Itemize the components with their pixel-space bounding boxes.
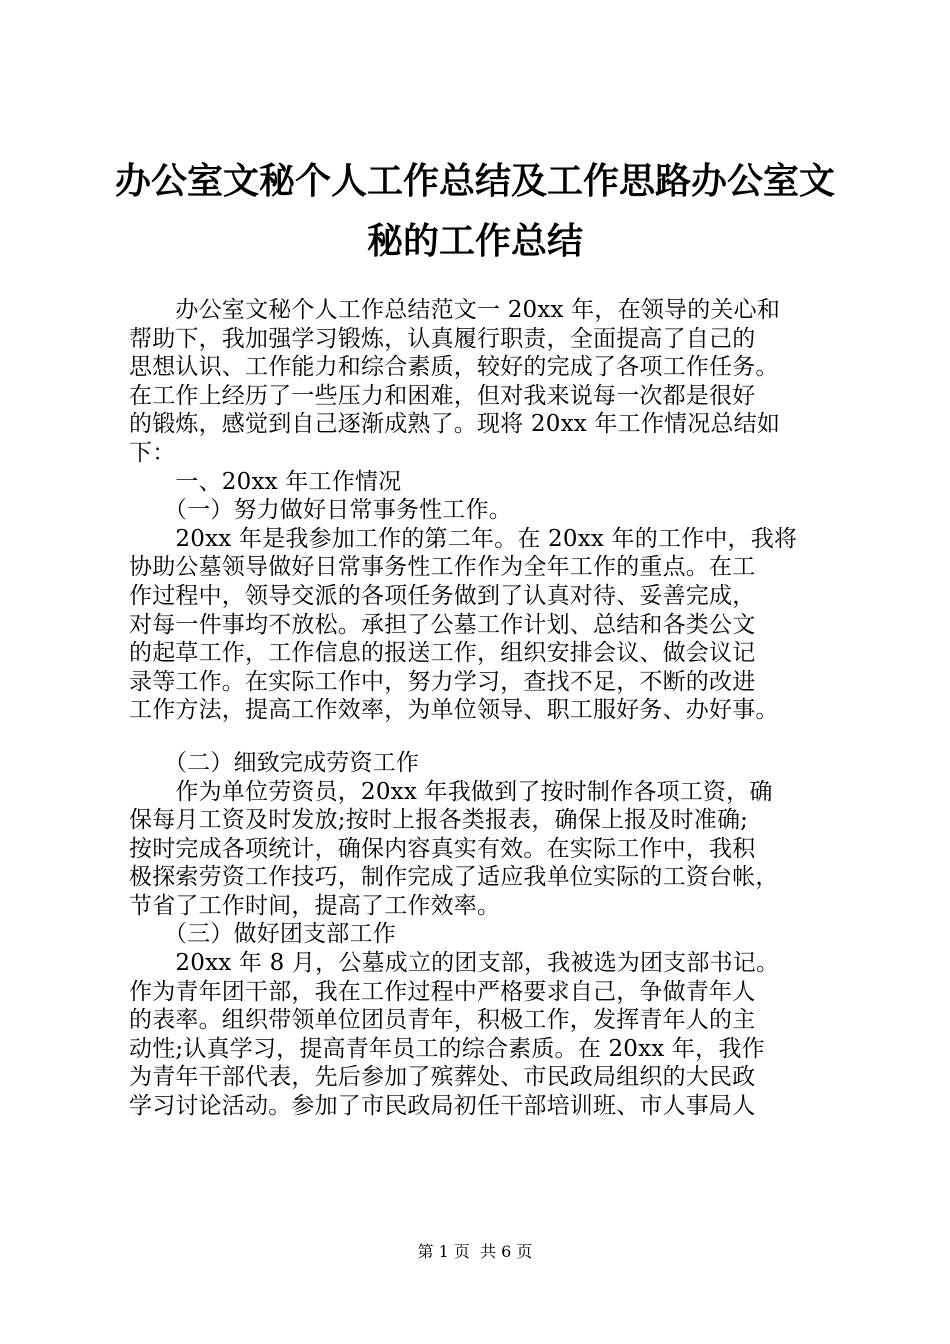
body-text-line: 对每一件事均不放松。承担了公墓工作计划、总结和各类公文 — [129, 611, 756, 638]
body-text-line: 作为青年团干部，我在工作过程中严格要求自己，争做青年人 — [129, 978, 756, 1005]
body-text-line: 思想认识、工作能力和综合素质，较好的完成了各项工作任务。 — [129, 354, 779, 381]
body-text-line: 为青年干部代表，先后参加了殡葬处、市民政局组织的大民政 — [129, 1064, 756, 1091]
body-text-line: 的起草工作，工作信息的报送工作，组织安排会议、做会议记 — [129, 640, 756, 667]
body-text-line: 下： — [129, 439, 176, 466]
body-text-line: 的表率。组织带领单位团员青年，积极工作，发挥青年人的主 — [129, 1007, 756, 1034]
body-text-line: 在工作上经历了一些压力和困难，但对我来说每一次都是很好 — [129, 382, 756, 409]
body-text-line: 工作方法，提高工作效率，为单位领导、职工服好务、办好事。 — [129, 697, 779, 724]
paragraph-gap — [129, 725, 851, 749]
body-text-line: 协助公墓领导做好日常事务性工作作为全年工作的重点。在工 — [129, 554, 756, 581]
body-text-line: （一）努力做好日常事务性工作。 — [129, 497, 512, 524]
body-text-line: 办公室文秘个人工作总结范文一 20xx 年，在领导的关心和 — [129, 297, 781, 323]
body-text-line: 动性;认真学习，提高青年员工的综合素质。在 20xx 年，我作 — [129, 1035, 765, 1062]
body-text-line: 的锻炼，感觉到自己逐渐成熟了。现将 20xx 年工作情况总结如 — [129, 411, 781, 438]
body-text-line: 节省了工作时间，提高了工作效率。 — [129, 892, 501, 919]
body-text-line: 录等工作。在实际工作中，努力学习，查找不足，不断的改进 — [129, 668, 756, 695]
body-text-line: （三）做好团支部工作 — [129, 921, 396, 948]
document-title-line-2: 秘的工作总结 — [366, 221, 583, 262]
document-title-line-1: 办公室文秘个人工作总结及工作思路办公室文 — [114, 161, 835, 202]
document-body — [129, 296, 851, 1121]
page-footer: 第 1 页 共 6 页 — [417, 1242, 533, 1261]
body-text-line: 作为单位劳资员，20xx 年我做到了按时制作各项工资，确 — [129, 778, 773, 805]
body-text-line: 学习讨论活动。参加了市民政局初任干部培训班、市人事局人 — [129, 1093, 756, 1120]
body-text-line: 帮助下，我加强学习锻炼，认真履行职责，全面提高了自己的 — [129, 325, 756, 352]
body-text-line: 20xx 年是我参加工作的第二年。在 20xx 年的工作中，我将 — [129, 525, 798, 552]
body-text-line: 极探索劳资工作技巧，制作完成了适应我单位实际的工资台帐， — [129, 864, 779, 891]
body-text-line: 作过程中，领导交派的各项任务做到了认真对待、妥善完成， — [129, 582, 756, 609]
body-text-line: 一、20xx 年工作情况 — [129, 468, 402, 495]
body-text-line: 按时完成各项统计，确保内容真实有效。在实际工作中，我积 — [129, 835, 756, 862]
body-text-line: 20xx 年 8 月，公墓成立的团支部，我被选为团支部书记。 — [129, 950, 780, 977]
body-text-line: 保每月工资及时发放;按时上报各类报表，确保上报及时准确; — [129, 807, 749, 834]
body-text-line: （二）细致完成劳资工作 — [129, 749, 420, 776]
